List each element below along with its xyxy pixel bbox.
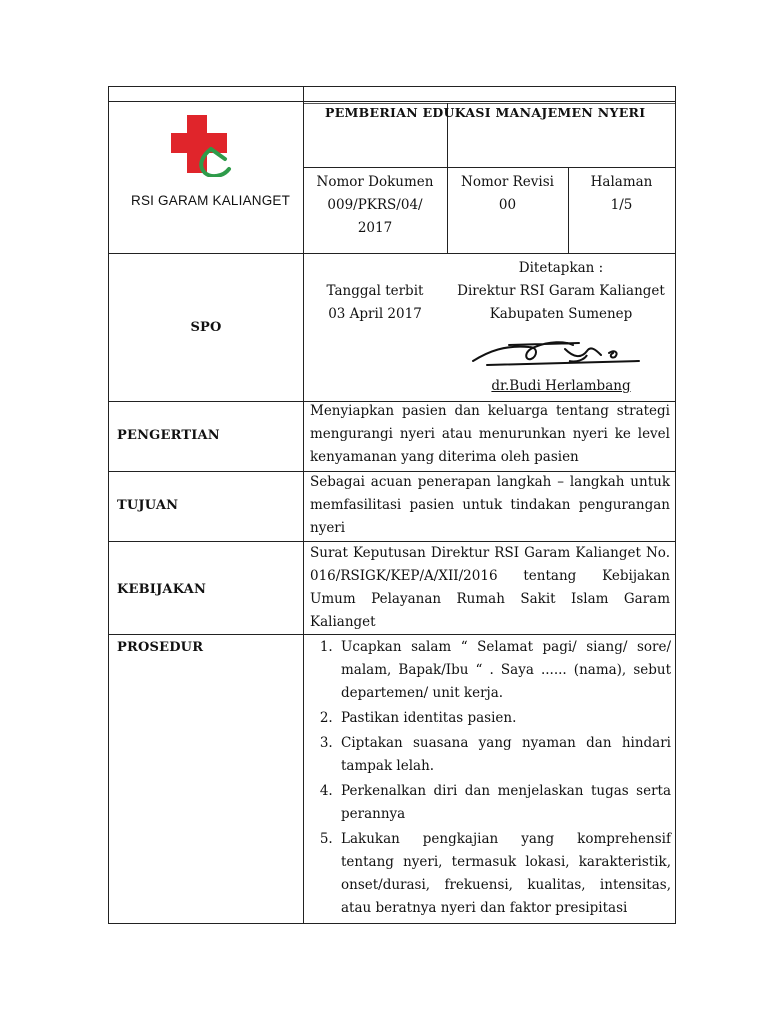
issued-cell bbox=[303, 280, 447, 326]
doc-number-value-line2: 2017 bbox=[357, 220, 393, 236]
prosedur-item: 5. Lakukan pengkajian yang komprehensif tentang nyeri, termasuk lokasi, karakteristik, onset/durasi, frekuensi, kualitas, intensitas, atau beratnya nyeri dan faktor presipitasi bbox=[337, 828, 671, 920]
signature-icon bbox=[469, 335, 659, 371]
red-cross-logo-icon bbox=[167, 115, 243, 177]
document-title: PEMBERIAN EDUKASI MANAJEMEN NYERI bbox=[325, 105, 646, 120]
approved-by: Direktur RSI Garam Kalianget bbox=[457, 283, 665, 299]
pengertian-label: PENGERTIAN bbox=[117, 428, 220, 443]
issued-date: 03 April 2017 bbox=[328, 306, 422, 322]
prosedur-item: 2. Pastikan identitas pasien. bbox=[337, 707, 671, 730]
doc-number-value-line1: 009/PKRS/04/ bbox=[327, 197, 423, 213]
issued-label: Tanggal terbit bbox=[326, 283, 424, 299]
page-label: Halaman bbox=[590, 174, 653, 190]
pengertian-text: Menyiapkan pasien dan keluarga tentang strategi mengurangi nyeri atau menurunkan nyeri ke level kenyamanan yang diterima oleh pasien bbox=[310, 403, 670, 465]
revision-cell bbox=[447, 171, 568, 251]
hospital-logo bbox=[109, 101, 303, 253]
kebijakan-label: KEBIJAKAN bbox=[117, 582, 207, 597]
prosedur-label: PROSEDUR bbox=[117, 640, 204, 655]
tujuan-label: TUJUAN bbox=[117, 498, 179, 513]
prosedur-item: 4. Perkenalkan diri dan menjelaskan tugas serta perannya bbox=[337, 780, 671, 826]
page-value: 1/5 bbox=[610, 197, 633, 213]
prosedur-list-container bbox=[309, 636, 671, 922]
revision-label: Nomor Revisi bbox=[461, 174, 554, 190]
prosedur-list bbox=[309, 636, 671, 920]
doc-number-label: Nomor Dokumen bbox=[316, 174, 434, 190]
prosedur-item: 3. Ciptakan suasana yang nyaman dan hindari tampak lelah. bbox=[337, 732, 671, 778]
hospital-logo-text: RSI GARAM KALIANGET bbox=[131, 193, 291, 208]
revision-value: 00 bbox=[498, 197, 517, 213]
kebijakan-text: Surat Keputusan Direktur RSI Garam Kalianget No. 016/RSIGK/KEP/A/XII/2016 tentang Kebijakan Umum Pelayanan Rumah Sakit Islam Garam Kalianget bbox=[310, 545, 670, 630]
approval-cell bbox=[447, 257, 675, 401]
approved-label: Ditetapkan : bbox=[518, 260, 604, 276]
signatory-name: dr.Budi Herlambang bbox=[491, 378, 631, 394]
page-cell bbox=[568, 171, 675, 251]
prosedur-item: 1. Ucapkan salam “ Selamat pagi/ siang/ sore/ malam, Bapak/Ibu “ . Saya ...... (nama), sebut departemen/ unit kerja. bbox=[337, 636, 671, 705]
spo-document-table bbox=[108, 86, 676, 924]
regency: Kabupaten Sumenep bbox=[489, 306, 633, 322]
spo-label: SPO bbox=[190, 320, 222, 335]
doc-number-cell bbox=[303, 171, 447, 251]
tujuan-text: Sebagai acuan penerapan langkah – langkah untuk memfasilitasi pasien untuk tindakan pengurangan nyeri bbox=[310, 474, 670, 536]
